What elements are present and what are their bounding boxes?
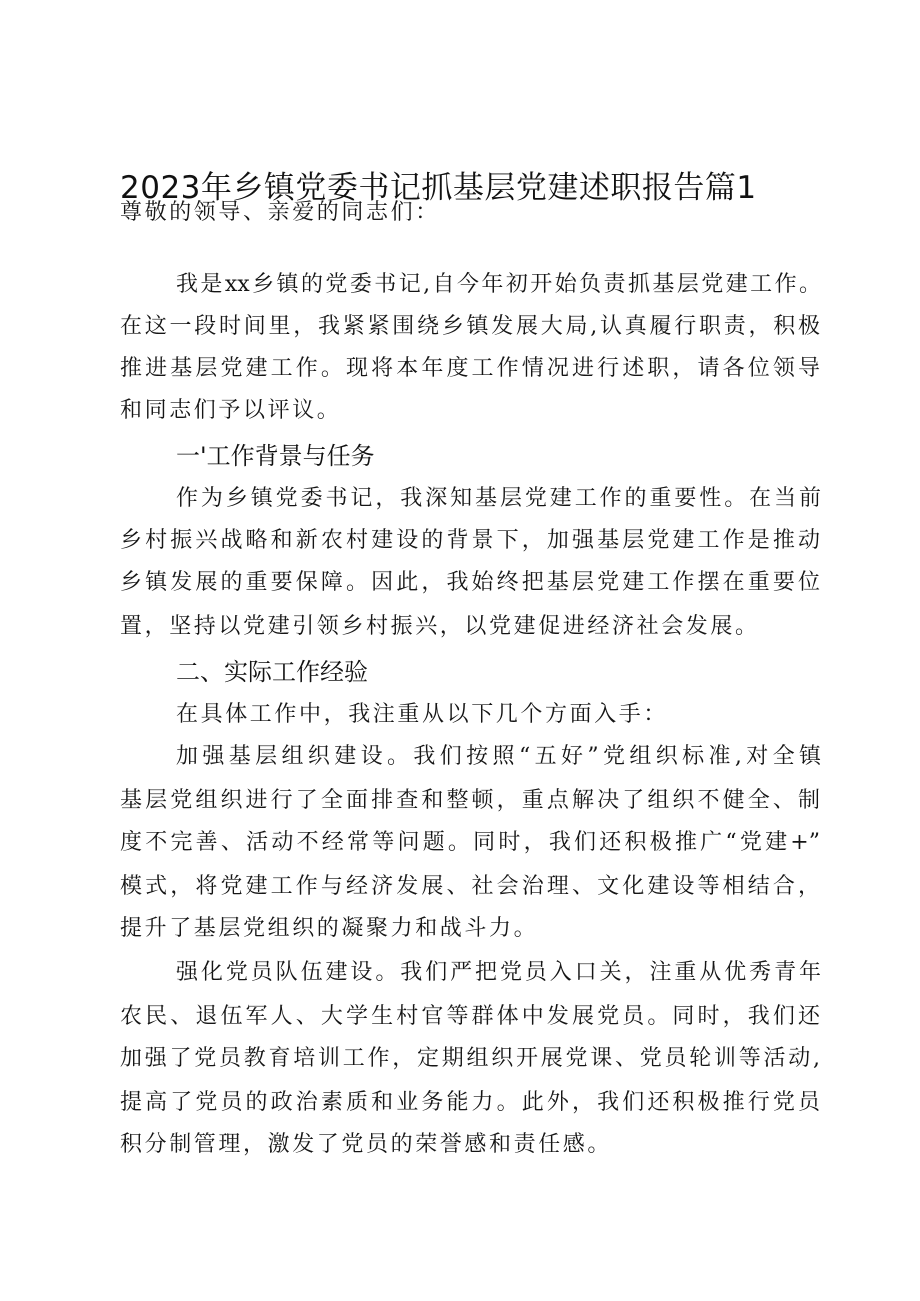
- intro-line-3: 推进基层党建工作。现将本年度工作情况进行述职，请各位领导: [120, 356, 820, 381]
- section2-para1-line-2: 基层党组织进行了全面排查和整顿，重点解决了组织不健全、制: [120, 788, 820, 813]
- section-heading-2: 二、实际工作经验: [176, 658, 368, 686]
- section1-line-1: 作为乡镇党委书记，我深知基层党建工作的重要性。在当前: [176, 486, 821, 511]
- section2-para2-line-2: 农民、退伍军人、大学生村官等群体中发展党员。同时，我们还: [120, 1004, 820, 1029]
- section2-para2-line-3: 加强了党员教育培训工作，定期组织开展党课、党员轮训等活动,: [120, 1046, 820, 1071]
- section2-para1-line-3: 度不完善、活动不经常等问题。同时，我们还积极推广“党建+”: [120, 830, 820, 855]
- section-heading-1: 一'工作背景与任务: [176, 442, 375, 470]
- document-title: 2023年乡镇党委书记抓基层党建述职报告篇1: [120, 170, 757, 206]
- section2-para2-line-4: 提高了党员的政治素质和业务能力。此外，我们还积极推行党员: [120, 1090, 820, 1115]
- intro-line-1: 我是xx乡镇的党委书记,自今年初开始负责抓基层党建工作。: [176, 272, 821, 297]
- section2-para1-line-4: 模式，将党建工作与经济发展、社会治理、文化建设等相结合，: [120, 874, 820, 899]
- section2-para1-line-5: 提升了基层党组织的凝聚力和战斗力。: [120, 916, 539, 941]
- section1-line-4: 置，坚持以党建引领乡村振兴，以党建促进经济社会发展。: [120, 614, 760, 639]
- section1-line-3: 乡镇发展的重要保障。因此，我始终把基层党建工作摆在重要位: [120, 570, 820, 595]
- section2-para2-line-5: 积分制管理，激发了党员的荣誉感和责任感。: [120, 1132, 613, 1157]
- section1-line-2: 乡村振兴战略和新农村建设的背景下，加强基层党建工作是推动: [120, 528, 820, 553]
- section2-lead: 在具体工作中，我注重从以下几个方面入手：: [176, 702, 669, 727]
- intro-line-2: 在这一段时间里，我紧紧围绕乡镇发展大局,认真履行职责，积极: [120, 314, 820, 339]
- salutation: 尊敬的领导、亲爱的同志们：: [120, 200, 440, 225]
- section2-para1-line-1: 加强基层组织建设。我们按照“五好”党组织标准,对全镇: [176, 744, 821, 769]
- intro-line-4: 和同志们予以评议。: [120, 398, 342, 423]
- section2-para2-line-1: 强化党员队伍建设。我们严把党员入口关，注重从优秀青年: [176, 960, 821, 985]
